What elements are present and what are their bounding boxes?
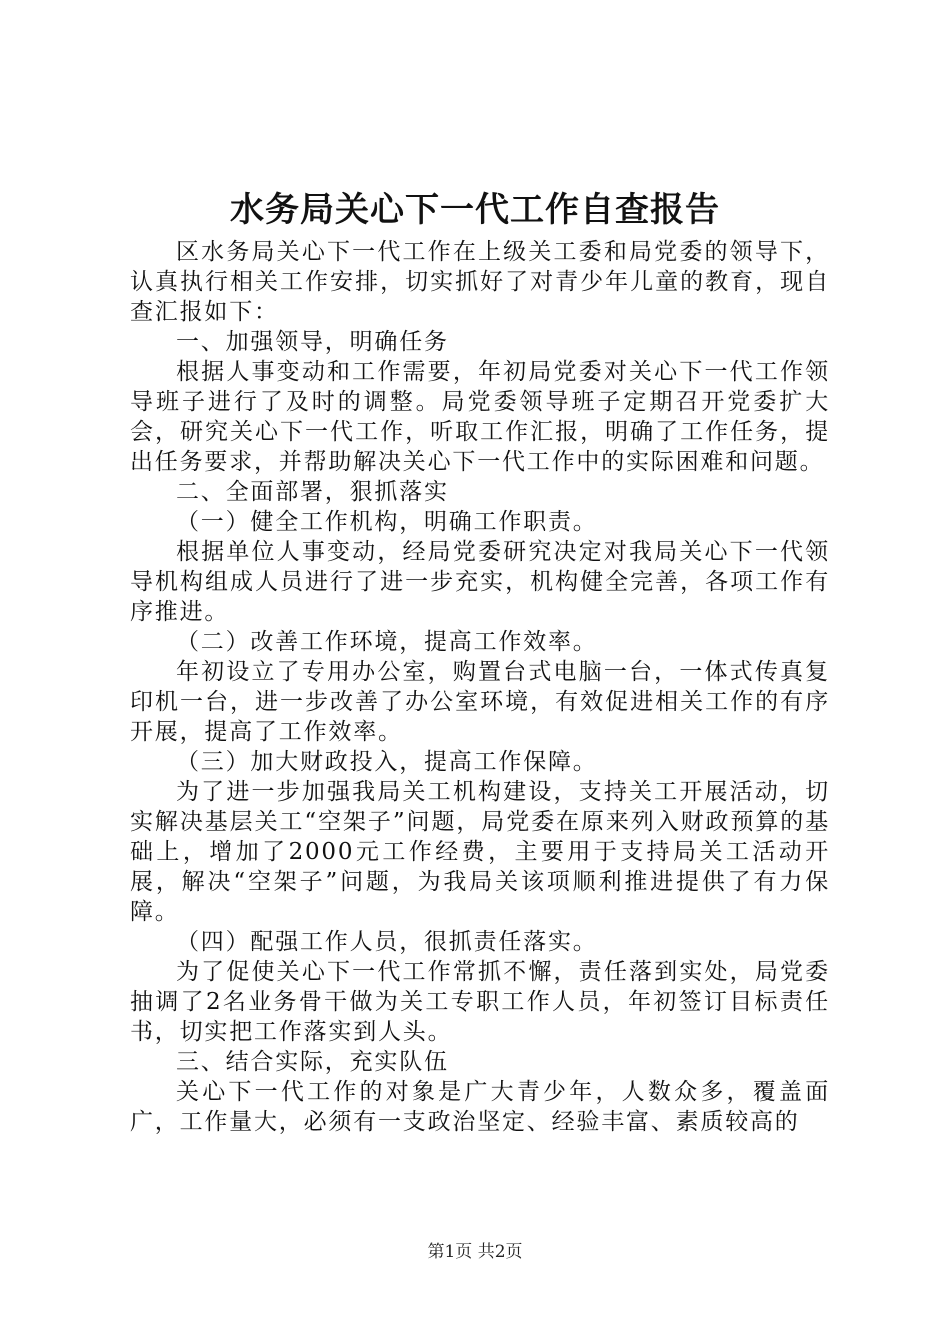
- subsection-heading-4: （四）配强工作人员，很抓责任落实。: [176, 929, 598, 955]
- section-heading-2: 二、全面部署，狠抓落实: [176, 479, 449, 505]
- subsection-heading-2: （二）改善工作环境，提高工作效率。: [176, 629, 598, 655]
- subsection-heading-1: （一）健全工作机构，明确工作职责。: [176, 509, 598, 535]
- body-paragraph: 年初设立了专用办公室，购置台式电脑一台，一体式传真复印机一台，进一步改善了办公室环境，有效促进相关工作的有序开展，提高了工作效率。: [130, 659, 830, 745]
- subsection-heading-3: （三）加大财政投入，提高工作保障。: [176, 749, 598, 775]
- page-title: 水务局关心下一代工作自查报告: [230, 190, 720, 230]
- body-paragraph: 为了促使关心下一代工作常抓不懈，责任落到实处，局党委抽调了2名业务骨干做为关工专职工作人员，年初签订目标责任书，切实把工作落实到人头。: [130, 959, 830, 1045]
- intro-paragraph: 区水务局关心下一代工作在上级关工委和局党委的领导下，认真执行相关工作安排，切实抓好了对青少年儿童的教育，现自查汇报如下：: [130, 239, 830, 325]
- section-heading-3: 三、结合实际，充实队伍: [176, 1049, 449, 1075]
- document-body: [130, 237, 830, 1137]
- body-paragraph: 根据人事变动和工作需要，年初局党委对关心下一代工作领导班子进行了及时的调整。局党委领导班子定期召开党委扩大会，研究关心下一代工作，听取工作汇报，明确了工作任务，提出任务要求，并帮助解决关心下一代工作中的实际困难和问题。: [130, 359, 830, 475]
- page-number-footer: 第1页 共2页: [427, 1242, 523, 1262]
- section-heading-1: 一、加强领导，明确任务: [176, 329, 449, 355]
- body-paragraph: 为了进一步加强我局关工机构建设，支持关工开展活动，切实解决基层关工“空架子”问题，局党委在原来列入财政预算的基础上，增加了2000元工作经费，主要用于支持局关工活动开展，解决“空架子”问题，为我局关该项顺利推进提供了有力保障。: [130, 779, 830, 925]
- body-paragraph: 根据单位人事变动，经局党委研究决定对我局关心下一代领导机构组成人员进行了进一步充实，机构健全完善，各项工作有序推进。: [130, 539, 830, 625]
- body-paragraph: 关心下一代工作的对象是广大青少年，人数众多，覆盖面广，工作量大，必须有一支政治坚定、经验丰富、素质较高的: [130, 1079, 830, 1135]
